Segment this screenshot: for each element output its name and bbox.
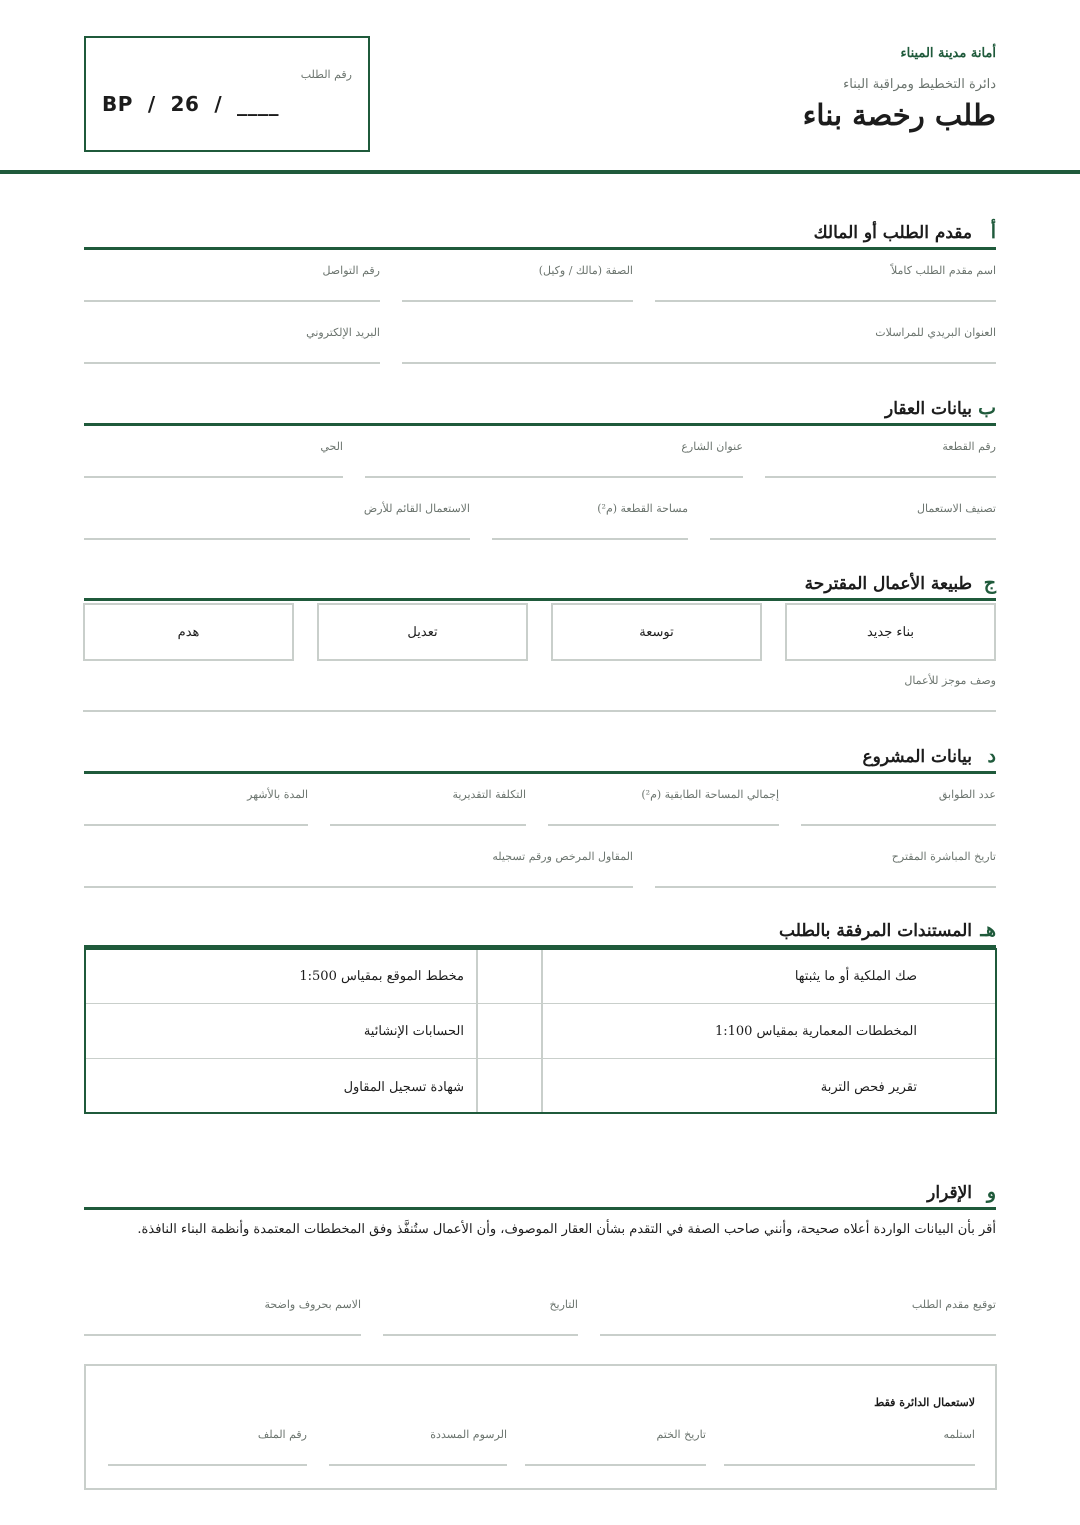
document-title-deed[interactable]: صك الملكية أو ما يثبتها: [794, 969, 917, 984]
plot-number-label: رقم القطعة: [942, 440, 996, 453]
section-a-letter: أ: [990, 221, 996, 243]
applicant-name-field[interactable]: [655, 262, 996, 302]
received-by-label: استلمه: [943, 1428, 975, 1441]
stamp-date-field[interactable]: [525, 1426, 706, 1466]
office-use-box: [84, 1364, 997, 1490]
document-structural-calcs[interactable]: الحسابات الإنشائية: [363, 1024, 464, 1039]
total-area-label: إجمالي المساحة الطابقية (م²): [641, 788, 779, 801]
form-title: طلب رخصة بناء: [802, 98, 996, 132]
reference-number-label: رقم الطلب: [300, 68, 352, 81]
section-d-heading: [84, 744, 996, 774]
estimated-cost-label: التكلفة التقديرية: [452, 788, 526, 801]
section-a-heading: [84, 220, 996, 250]
declaration-date-label: التاريخ: [549, 1298, 578, 1311]
email-label: البريد الإلكتروني: [306, 326, 380, 339]
phone-label: رقم التواصل: [322, 264, 380, 277]
section-b-heading: [84, 396, 996, 426]
zoning-label: تصنيف الاستعمال: [917, 502, 996, 515]
current-use-field[interactable]: [84, 500, 470, 540]
street-address-label: عنوان الشارع: [681, 440, 743, 453]
work-description-label: وصف موجز للأعمال: [904, 674, 996, 687]
document-site-plan[interactable]: مخطط الموقع بمقياس 1:500: [299, 969, 464, 984]
reference-number-value[interactable]: BP / 26 / ____: [102, 92, 280, 116]
contractor-field[interactable]: [84, 848, 633, 888]
printed-name-label: الاسم بحروف واضحة: [264, 1298, 361, 1311]
section-c-title: طبيعة الأعمال المقترحة: [804, 574, 972, 594]
plot-area-field[interactable]: [492, 500, 688, 540]
document-architectural-plans[interactable]: المخططات المعمارية بمقياس 1:100: [714, 1024, 917, 1039]
start-date-field[interactable]: [655, 848, 996, 888]
work-option-demolition-label: هدم: [177, 624, 200, 640]
header-divider: [0, 170, 1080, 174]
section-e-title: المستندات المرفقة بالطلب: [779, 921, 972, 941]
street-address-field[interactable]: [365, 438, 743, 478]
plot-number-field[interactable]: [765, 438, 996, 478]
section-e-heading: [84, 918, 996, 948]
documents-table: [84, 948, 997, 1114]
applicant-name-label: اسم مقدم الطلب كاملاً: [890, 264, 996, 277]
plot-area-label: مساحة القطعة (م²): [597, 502, 688, 515]
work-option-extension[interactable]: [551, 603, 762, 661]
total-area-field[interactable]: [548, 786, 779, 826]
reference-number-box: [84, 36, 370, 152]
estimated-cost-field[interactable]: [330, 786, 526, 826]
section-f-heading: [84, 1180, 996, 1210]
work-option-new-build-label: بناء جديد: [866, 624, 915, 640]
declaration-text: أقر بأن البيانات الواردة أعلاه صحيحة، وأنني صاحب الصفة في التقدم بشأن العقار الموصوف، وأن الأعمال ستُنفَّذ وفق المخططات المعتمدة وأنظمة البناء النافذة.: [137, 1222, 996, 1237]
fees-paid-field[interactable]: [329, 1426, 507, 1466]
file-number-field[interactable]: [108, 1426, 307, 1466]
stamp-date-label: تاريخ الختم: [656, 1428, 706, 1441]
current-use-label: الاستعمال القائم للأرض: [363, 502, 470, 515]
postal-address-field[interactable]: [402, 324, 996, 364]
zoning-field[interactable]: [710, 500, 996, 540]
start-date-label: تاريخ المباشرة المقترح: [891, 850, 996, 863]
signature-field[interactable]: [600, 1296, 996, 1336]
section-a-title: مقدم الطلب أو المالك: [813, 223, 972, 243]
document-soil-report[interactable]: تقرير فحص التربة: [820, 1079, 917, 1095]
received-by-field[interactable]: [724, 1426, 975, 1466]
work-option-extension-label: توسعة: [639, 624, 674, 640]
section-f-letter: و: [986, 1181, 996, 1203]
section-d-letter: د: [987, 745, 996, 767]
work-option-alteration[interactable]: [317, 603, 528, 661]
documents-row: [86, 1005, 995, 1059]
document-contractor-certificate[interactable]: شهادة تسجيل المقاول: [343, 1079, 464, 1095]
phone-field[interactable]: [84, 262, 380, 302]
duration-label: المدة بالأشهر: [247, 788, 308, 801]
email-field[interactable]: [84, 324, 380, 364]
declaration-date-field[interactable]: [383, 1296, 578, 1336]
section-b-letter: ب: [978, 397, 996, 419]
section-c-heading: [84, 571, 996, 601]
department-name: دائرة التخطيط ومراقبة البناء: [843, 77, 996, 92]
section-c-letter: ج: [983, 572, 996, 594]
documents-row: [86, 1060, 995, 1114]
section-e-letter: هـ: [980, 919, 996, 941]
applicant-capacity-label: الصفة (مالك / وكيل): [538, 264, 633, 277]
work-option-demolition[interactable]: [83, 603, 294, 661]
work-option-alteration-label: تعديل: [407, 624, 438, 640]
floors-label: عدد الطوابق: [938, 788, 996, 801]
applicant-capacity-field[interactable]: [402, 262, 633, 302]
floors-field[interactable]: [801, 786, 996, 826]
work-description-field[interactable]: [83, 672, 996, 712]
documents-row: [86, 950, 995, 1004]
authority-name: أمانة مدينة الميناء: [900, 46, 996, 61]
duration-field[interactable]: [84, 786, 308, 826]
file-number-label: رقم الملف: [257, 1428, 307, 1441]
contractor-label: المقاول المرخص ورقم تسجيله: [492, 850, 633, 863]
signature-label: توقيع مقدم الطلب: [911, 1298, 996, 1311]
office-use-title: لاستعمال الدائرة فقط: [874, 1396, 975, 1409]
work-option-new-build[interactable]: [785, 603, 996, 661]
fees-paid-label: الرسوم المسددة: [430, 1428, 507, 1441]
section-b-title: بيانات العقار: [885, 399, 972, 419]
postal-address-label: العنوان البريدي للمراسلات: [875, 326, 996, 339]
section-d-title: بيانات المشروع: [862, 747, 972, 767]
district-label: الحي: [320, 440, 343, 453]
printed-name-field[interactable]: [84, 1296, 361, 1336]
district-field[interactable]: [84, 438, 343, 478]
section-f-title: الإقرار: [927, 1183, 972, 1203]
